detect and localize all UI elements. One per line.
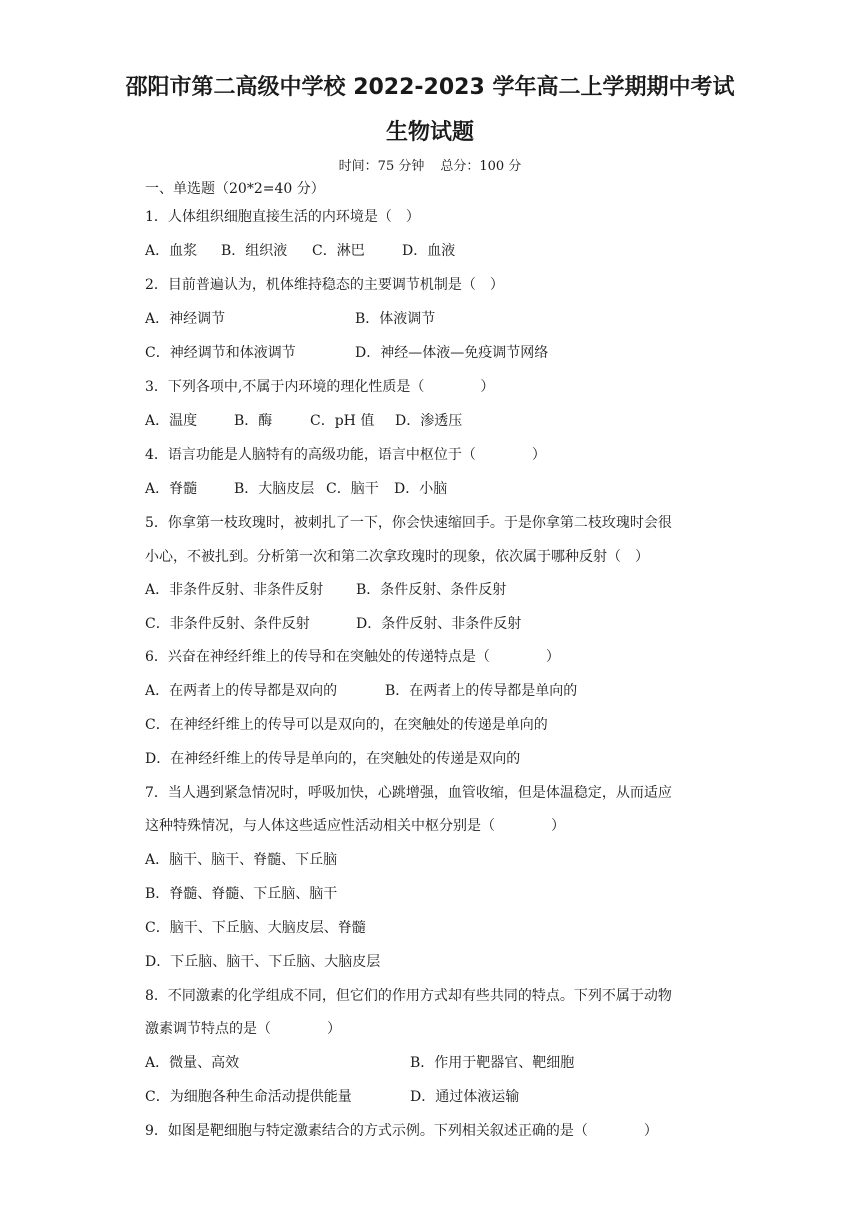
q2-option-a: A．神经调节 (145, 311, 226, 327)
q3-option-b: B．酶 (234, 413, 273, 429)
question-7-option-a: A．脑干、脑干、脊髓、下丘脑 (145, 852, 338, 868)
question-5-stem-line1: 5．你拿第一枝玫瑰时，被刺扎了一下，你会快速缩回手。于是你拿第二枝玫瑰时会很 (145, 515, 672, 531)
q5-option-c: C．非条件反射、条件反射 (145, 616, 310, 632)
q3-option-d: D．渗透压 (395, 413, 463, 429)
q8-option-c: C．为细胞各种生命活动提供能量 (145, 1089, 352, 1105)
q5-option-d: D．条件反射、非条件反射 (356, 616, 522, 632)
question-8-options-ab (145, 1053, 574, 1073)
q2-option-c: C．神经调节和体液调节 (145, 345, 296, 361)
question-5-stem-line2: 小心，不被扎到。分析第一次和第二次拿玫瑰时的现象，依次属于哪种反射（ ） (145, 549, 649, 565)
q5-option-b: B．条件反射、条件反射 (356, 582, 507, 598)
question-7-option-d: D．下丘脑、脑干、下丘脑、大脑皮层 (145, 954, 381, 970)
question-8-stem-line1: 8．不同激素的化学组成不同，但它们的作用方式却有些共同的特点。下列不属于动物 (145, 988, 672, 1004)
q1-option-a: A．血浆 (145, 243, 198, 259)
q3-option-a: A．温度 (145, 413, 198, 429)
q6-option-a: A．在两者上的传导都是双向的 (145, 683, 338, 699)
q4-option-a: A．脊髓 (145, 481, 198, 497)
question-1-stem: 1．人体组织细胞直接生活的内环境是（ ） (145, 209, 420, 225)
question-7-stem-line2: 这种特殊情况，与人体这些适应性活动相关中枢分别是（ ） (145, 818, 565, 834)
q6-option-b: B．在两者上的传导都是单向的 (385, 683, 578, 699)
q8-option-d: D．通过体液运输 (410, 1089, 520, 1105)
question-6-option-c: C．在神经纤维上的传导可以是双向的，在突触处的传递是单向的 (145, 717, 548, 733)
question-9-stem: 9．如图是靶细胞与特定激素结合的方式示例。下列相关叙述正确的是（ ） (145, 1123, 658, 1139)
q5-option-a: A．非条件反射、非条件反射 (145, 582, 324, 598)
question-7-option-b: B．脊髓、脊髓、下丘脑、脑干 (145, 886, 338, 902)
question-6-option-d: D．在神经纤维上的传导是单向的，在突触处的传递是双向的 (145, 751, 521, 767)
question-1-options (145, 241, 455, 261)
q3-option-c: C．pH 值 (310, 413, 375, 429)
exam-subject: 生物试题 (385, 120, 474, 145)
q4-option-c: C．脑干 (326, 481, 379, 497)
q2-option-d: D．神经—体液—免疫调节网络 (355, 345, 549, 361)
question-4-options (145, 479, 447, 499)
exam-meta (0, 158, 860, 176)
question-6-stem: 6．兴奋在神经纤维上的传导和在突触处的传递特点是（ ） (145, 649, 560, 665)
q2-option-b: B．体液调节 (355, 311, 436, 327)
q8-option-a: A．微量、高效 (145, 1055, 240, 1071)
question-3-stem: 3．下列各项中,不属于内环境的理化性质是（ ） (145, 379, 495, 395)
question-7-stem-line1: 7．当人遇到紧急情况时，呼吸加快，心跳增强，血管收缩，但是体温稳定，从而适应 (145, 785, 672, 801)
q1-option-d: D．血液 (402, 243, 456, 259)
question-2-options-cd (145, 343, 548, 363)
exam-total-score: 总分：100 分 (440, 159, 522, 174)
question-2-stem: 2．目前普遍认为，机体维持稳态的主要调节机制是（ ） (145, 277, 504, 293)
section-heading: 一、单选题（20*2=40 分） (145, 181, 325, 197)
question-5-options-ab (145, 580, 506, 600)
q4-option-b: B．大脑皮层 (234, 481, 315, 497)
question-7-option-c: C．脑干、下丘脑、大脑皮层、脊髓 (145, 920, 366, 936)
question-8-options-cd (145, 1087, 519, 1107)
q4-option-d: D．小脑 (394, 481, 448, 497)
question-3-options (145, 411, 462, 431)
exam-title: 邵阳市第二高级中学校 2022-2023 学年高二上学期期中考试 (125, 75, 735, 100)
question-4-stem: 4．语言功能是人脑特有的高级功能，语言中枢位于（ ） (145, 447, 546, 463)
question-6-options-ab (145, 681, 577, 701)
exam-time: 时间：75 分钟 (338, 159, 425, 174)
question-8-stem-line2: 激素调节特点的是（ ） (145, 1021, 341, 1037)
question-2-options-ab (145, 309, 435, 329)
q1-option-c: C．淋巴 (312, 243, 365, 259)
question-5-options-cd (145, 614, 521, 634)
q8-option-b: B．作用于靶器官、靶细胞 (410, 1055, 575, 1071)
q1-option-b: B．组织液 (221, 243, 288, 259)
